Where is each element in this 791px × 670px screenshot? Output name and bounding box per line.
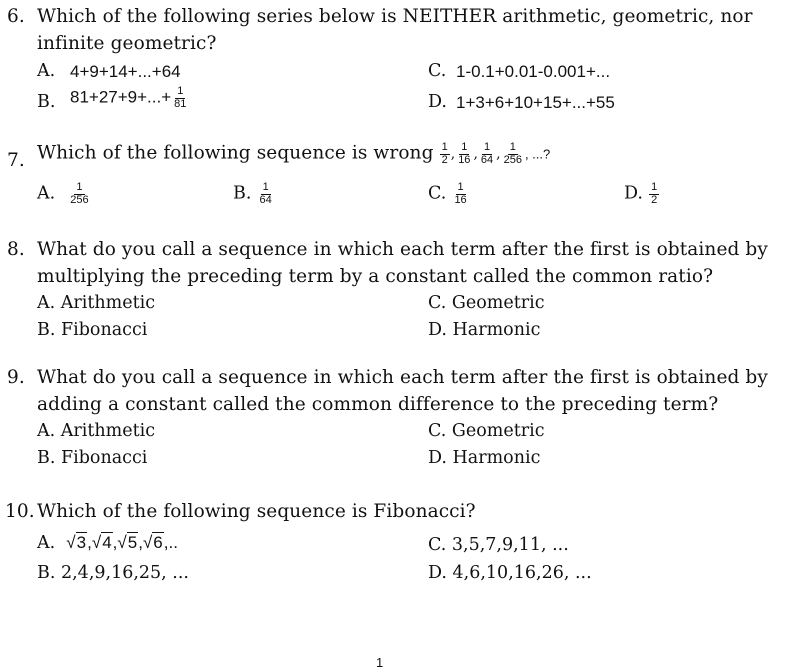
fraction-numerator: 1 [509, 141, 516, 153]
fraction-numerator: 1 [441, 141, 448, 153]
q10-option-b: B. 2,4,9,16,25, ... [37, 563, 189, 583]
q7-seq-term-1 [440, 142, 450, 166]
sqrt-term [66, 533, 87, 553]
q6-number: 6. [7, 6, 25, 27]
fraction-denominator: 256 [503, 153, 522, 166]
fraction-numerator: 1 [262, 181, 269, 193]
q6-option-d-text: 1+3+6+10+15+...+55 [456, 93, 615, 112]
q10-option-a-label: A. [37, 533, 56, 553]
q7-question [37, 142, 550, 166]
q7-option-a-fraction [68, 182, 90, 206]
fraction-denominator: 81 [174, 97, 187, 110]
seq-comma: , [450, 146, 456, 163]
q10-option-a [37, 533, 178, 553]
radical-sign: √ [66, 533, 76, 552]
q7-option-c-label: C. [428, 183, 447, 204]
page-number: 1 [376, 655, 384, 670]
q10-option-c: C. 3,5,7,9,11, ... [428, 535, 569, 555]
q7-seq-term-2 [456, 142, 472, 166]
q6-option-a-text: 4+9+14+...+64 [70, 62, 181, 81]
q10-option-a-expr [66, 533, 178, 552]
q8-option-b: B. Fibonacci [37, 320, 148, 340]
q7-option-d-label: D. [624, 183, 643, 204]
seq-comma: , [473, 146, 478, 163]
q7-option-c-fraction [452, 182, 468, 206]
q6-option-b-label: B. [37, 92, 56, 112]
q8-option-d: D. Harmonic [428, 320, 541, 340]
fraction-numerator: 1 [76, 181, 83, 193]
fraction-denominator: 16 [454, 193, 467, 206]
q7-seq-term-4 [502, 142, 524, 166]
fraction-numerator: 1 [177, 85, 184, 97]
expr-comma: , [87, 533, 92, 552]
fraction-denominator: 2 [651, 193, 658, 206]
sqrt-term [92, 533, 113, 553]
expr-comma: , [138, 533, 143, 552]
q7-option-b [233, 182, 275, 206]
q6-option-b-fraction [172, 86, 188, 110]
q8-number: 8. [7, 239, 25, 260]
q6-text-line2: infinite geometric? [37, 33, 217, 54]
q7-option-a-label: A. [37, 183, 56, 204]
q8-option-c: C. Geometric [428, 293, 545, 313]
q8-text-line1: What do you call a sequence in which each term after the first is obtained by [37, 239, 768, 260]
q10-number: 10. [5, 501, 35, 522]
q7-seq-term-3 [479, 142, 495, 166]
radical-sign: √ [117, 533, 127, 552]
q7-option-b-label: B. [233, 183, 252, 204]
radicand: 6 [153, 533, 163, 552]
q7-option-d-fraction [649, 182, 659, 206]
q6-option-d-label: D. [428, 92, 447, 112]
q8-option-a: A. Arithmetic [37, 293, 156, 313]
q6-option-c-text: 1-0.1+0.01-0.001+... [456, 62, 611, 81]
fraction-denominator: 64 [259, 193, 272, 206]
q7-option-b-fraction [258, 182, 274, 206]
fraction-denominator: 2 [441, 153, 448, 166]
fraction-numerator: 1 [461, 141, 468, 153]
expr-tail: ,.. [163, 533, 178, 552]
q7-option-c [428, 182, 470, 206]
q10-text: Which of the following sequence is Fibonacci? [37, 501, 476, 522]
fraction-numerator: 1 [457, 181, 464, 193]
radical-sign: √ [142, 533, 153, 552]
q8-text-line2: multiplying the preceding term by a constant called the common ratio? [37, 266, 714, 287]
q10-option-d: D. 4,6,10,16,26, ... [428, 563, 592, 583]
fraction-numerator: 1 [483, 141, 491, 153]
seq-comma: , [496, 146, 501, 163]
q6-option-b [70, 86, 189, 110]
radical-sign: √ [91, 533, 102, 552]
fraction-denominator: 64 [480, 153, 494, 166]
sqrt-term [117, 533, 138, 553]
sqrt-term [143, 533, 164, 553]
q7-number: 7. [7, 150, 25, 171]
q6-option-c-label: C. [428, 61, 447, 81]
radicand: 4 [102, 533, 112, 552]
q7-text: Which of the following sequence is wrong [37, 142, 434, 164]
q6-option-b-text: 81+27+9+...+ [70, 87, 172, 107]
radicand: 3 [76, 533, 87, 552]
fraction-denominator: 16 [458, 153, 471, 166]
q9-option-d: D. Harmonic [428, 448, 541, 468]
q6-option-a-label: A. [37, 61, 56, 81]
expr-comma: , [112, 533, 118, 552]
radicand: 5 [127, 533, 138, 552]
q9-text-line1: What do you call a sequence in which each term after the first is obtained by [37, 367, 768, 388]
q9-text-line2: adding a constant called the common difference to the preceding term? [37, 394, 719, 415]
q9-option-c: C. Geometric [428, 421, 545, 441]
q7-seq-tail: , ...? [524, 146, 551, 162]
q7-option-a [37, 182, 92, 206]
q6-text-line1: Which of the following series below is NEITHER arithmetic, geometric, nor [37, 6, 753, 27]
fraction-denominator: 256 [70, 193, 89, 206]
q7-option-d [624, 182, 660, 206]
q9-number: 9. [7, 367, 25, 388]
fraction-numerator: 1 [651, 181, 658, 193]
q9-option-a: A. Arithmetic [37, 421, 156, 441]
q9-option-b: B. Fibonacci [37, 448, 148, 468]
